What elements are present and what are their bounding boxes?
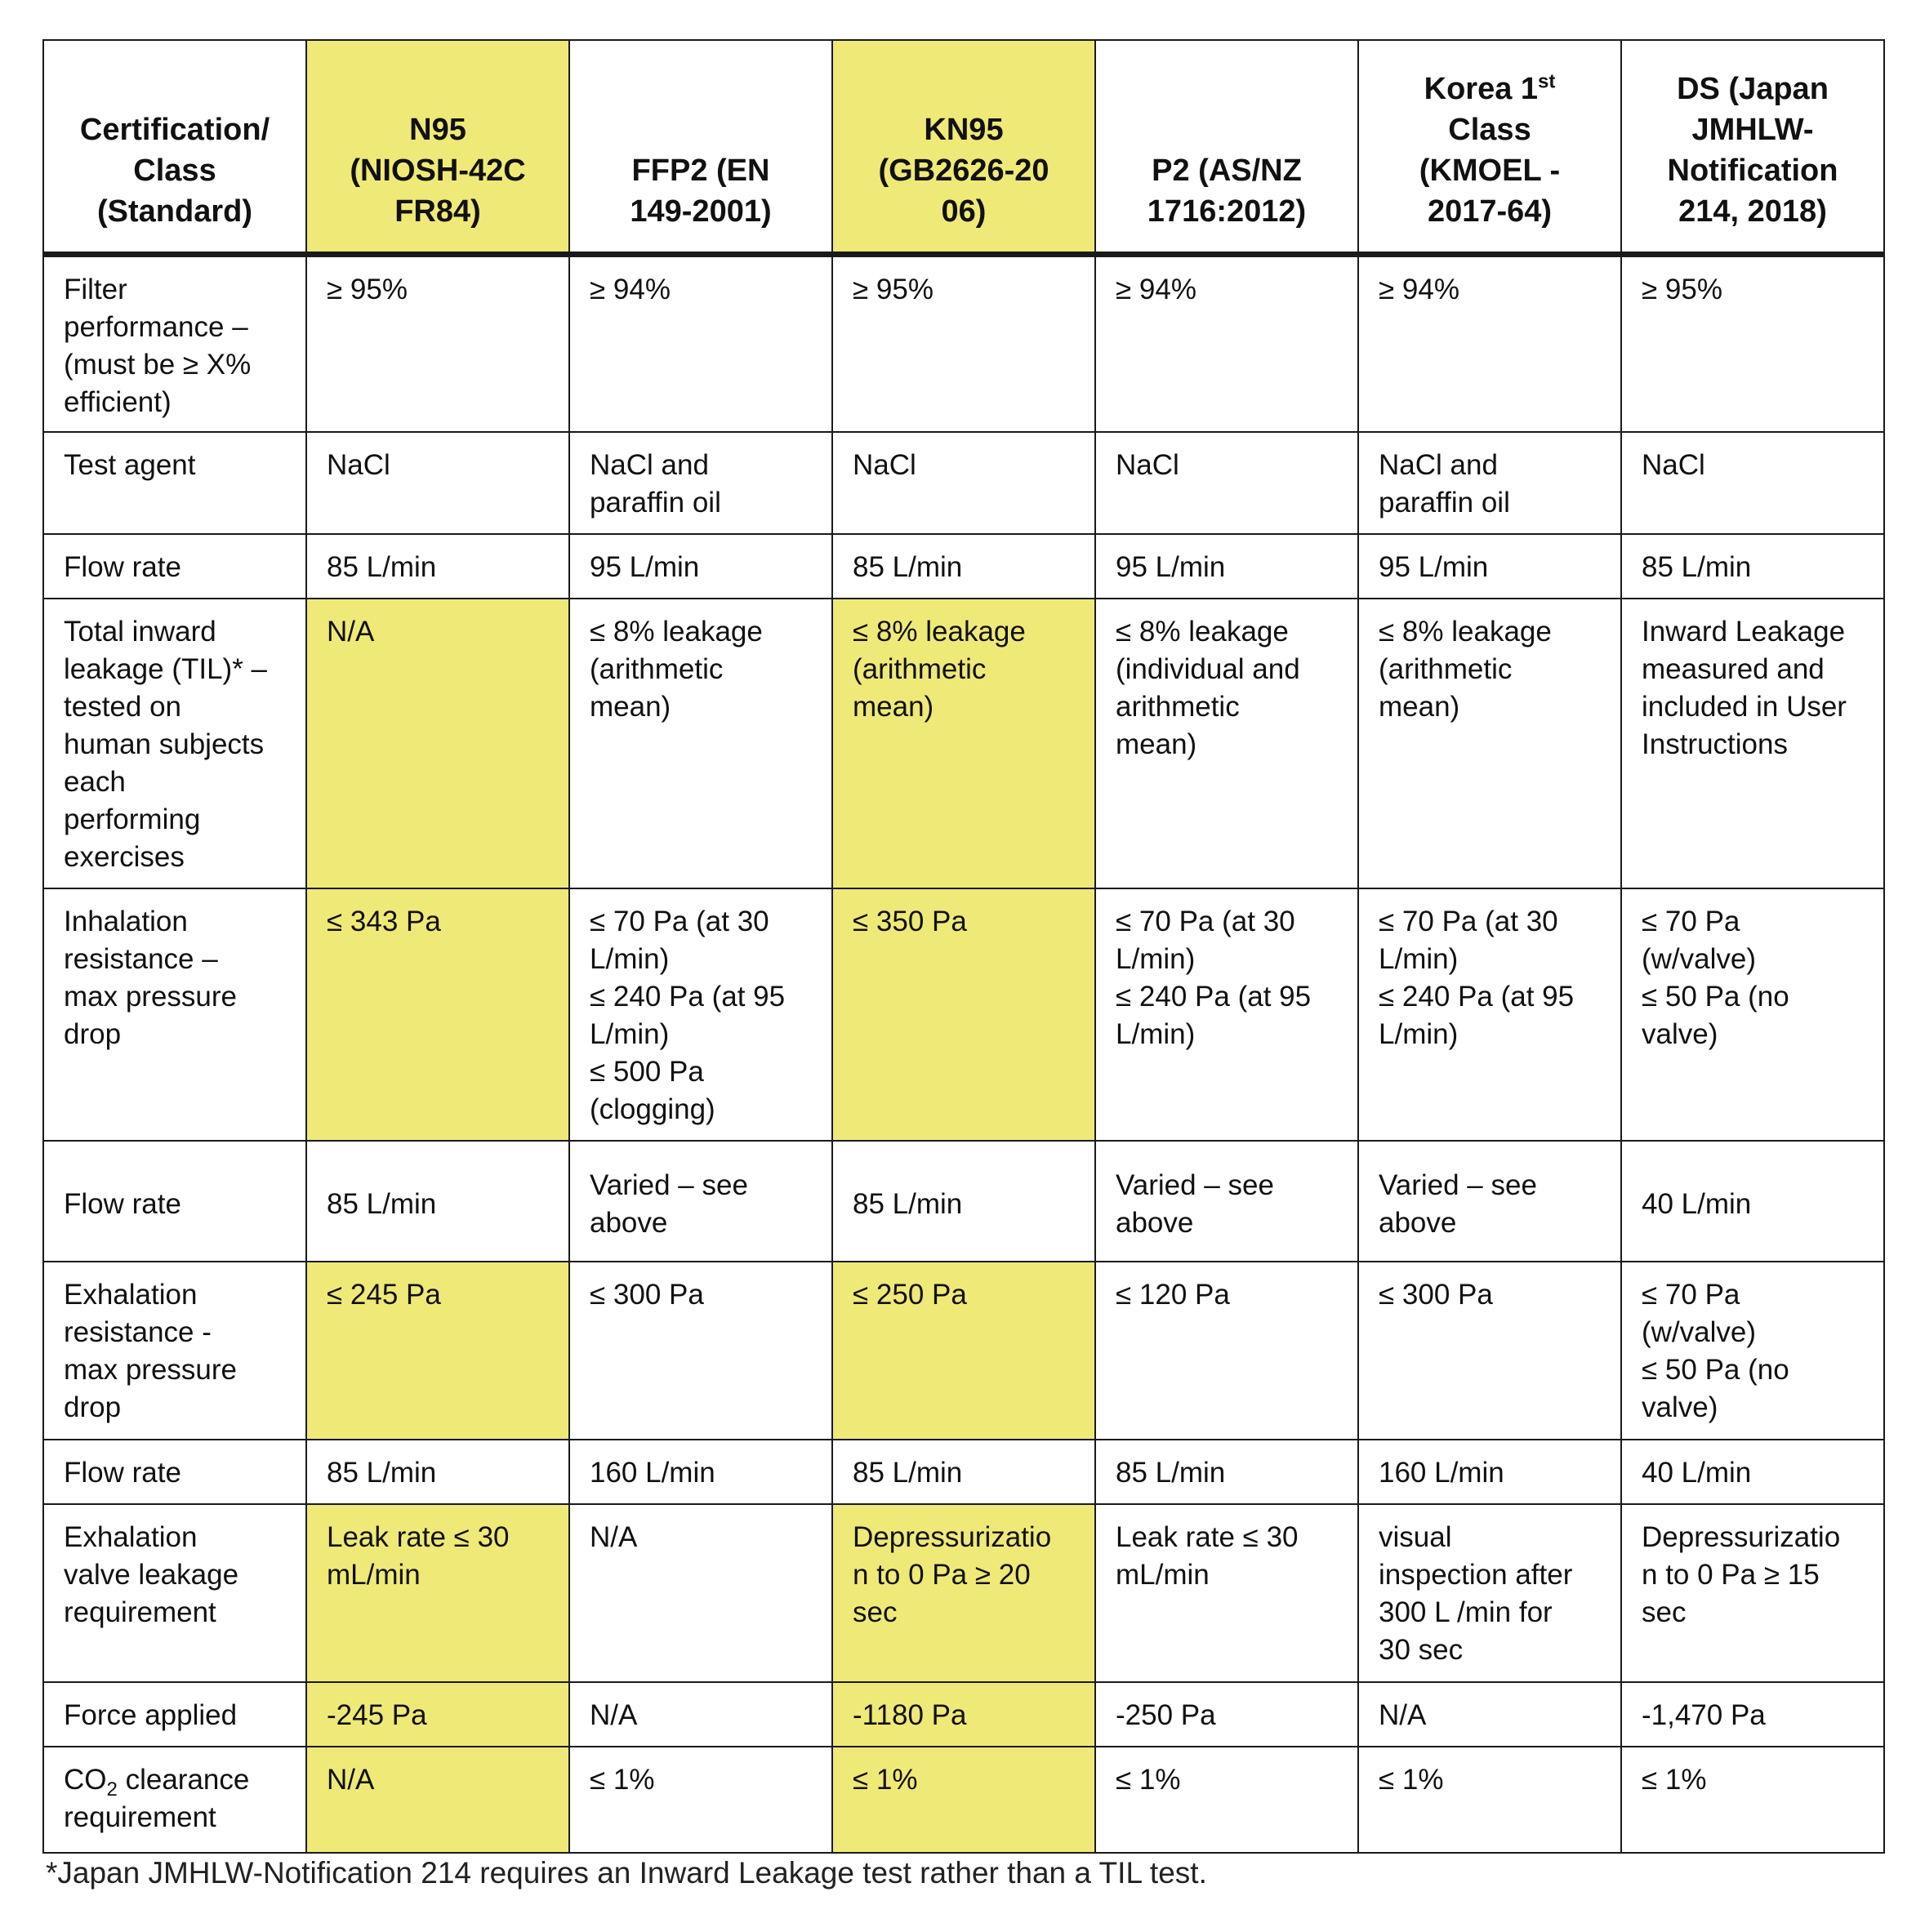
- cell-ffp2: ≤ 1%: [569, 1747, 832, 1853]
- cell-kn95: 85 L/min: [832, 534, 1095, 599]
- row-label-co2-clearance: [43, 1747, 306, 1853]
- header-korea-text-rest: Class (KMOEL - 2017-64): [1419, 112, 1561, 229]
- cell-p2: -250 Pa: [1095, 1682, 1358, 1747]
- footnote: *Japan JMHLW-Notification 214 requires an Inward Leakage test rather than a TIL test.: [46, 1856, 1207, 1890]
- table-row: [43, 254, 1884, 432]
- cell-korea: ≤ 1%: [1358, 1747, 1621, 1853]
- cell-ffp2: 95 L/min: [569, 534, 832, 599]
- row-label-total-inward-leakage: Total inward leakage (TIL)* – tested on human subjects each performing exercises: [43, 599, 306, 888]
- row-label-exhalation-resistance: Exhalation resistance - max pressure drop: [43, 1262, 306, 1440]
- header-ds-japan: DS (Japan JMHLW- Notification 214, 2018): [1621, 40, 1884, 254]
- row-label-test-agent: Test agent: [43, 432, 306, 534]
- table-row: [43, 599, 1884, 888]
- cell-n95: Leak rate ≤ 30 mL/min: [306, 1504, 569, 1682]
- cell-ds: NaCl: [1621, 432, 1884, 534]
- cell-ffp2: ≤ 70 Pa (at 30 L/min) ≤ 240 Pa (at 95 L/min) ≤ 500 Pa (clogging): [569, 888, 832, 1141]
- cell-korea: visual inspection after 300 L /min for 30 sec: [1358, 1504, 1621, 1682]
- cell-n95: ≤ 245 Pa: [306, 1262, 569, 1440]
- cell-p2: ≥ 94%: [1095, 254, 1358, 432]
- cell-ffp2: NaCl and paraffin oil: [569, 432, 832, 534]
- table-row: [43, 1262, 1884, 1440]
- cell-ffp2: ≤ 300 Pa: [569, 1262, 832, 1440]
- cell-ds: 40 L/min: [1621, 1141, 1884, 1262]
- cell-ds: ≤ 70 Pa (w/valve) ≤ 50 Pa (no valve): [1621, 888, 1884, 1141]
- cell-n95: ≥ 95%: [306, 254, 569, 432]
- cell-ffp2: ≤ 8% leakage (arithmetic mean): [569, 599, 832, 888]
- cell-n95: 85 L/min: [306, 1440, 569, 1504]
- cell-kn95: -1180 Pa: [832, 1682, 1095, 1747]
- cell-kn95: NaCl: [832, 432, 1095, 534]
- cell-p2: ≤ 70 Pa (at 30 L/min) ≤ 240 Pa (at 95 L/min): [1095, 888, 1358, 1141]
- table-row: [43, 1682, 1884, 1747]
- table-row: [43, 1141, 1884, 1262]
- cell-korea: ≥ 94%: [1358, 254, 1621, 432]
- cell-ffp2: ≥ 94%: [569, 254, 832, 432]
- cell-ds: Inward Leakage measured and included in User Instructions: [1621, 599, 1884, 888]
- cell-p2: Varied – see above: [1095, 1141, 1358, 1262]
- cell-p2: Leak rate ≤ 30 mL/min: [1095, 1504, 1358, 1682]
- cell-p2: NaCl: [1095, 432, 1358, 534]
- cell-p2: 85 L/min: [1095, 1440, 1358, 1504]
- row-label-flow-rate: Flow rate: [43, 1440, 306, 1504]
- co2-subscript: 2: [106, 1778, 118, 1801]
- cell-n95: 85 L/min: [306, 534, 569, 599]
- header-korea-1st-class: [1358, 40, 1621, 254]
- table-row: [43, 1504, 1884, 1682]
- cell-ds: Depressurizatio n to 0 Pa ≥ 15 sec: [1621, 1504, 1884, 1682]
- header-kn95: KN95 (GB2626-20 06): [832, 40, 1095, 254]
- cell-kn95: ≤ 8% leakage (arithmetic mean): [832, 599, 1095, 888]
- cell-kn95: ≤ 250 Pa: [832, 1262, 1095, 1440]
- cell-n95: N/A: [306, 599, 569, 888]
- cell-korea: N/A: [1358, 1682, 1621, 1747]
- header-ffp2: FFP2 (EN 149-2001): [569, 40, 832, 254]
- cell-kn95: 85 L/min: [832, 1440, 1095, 1504]
- row-label-force-applied: Force applied: [43, 1682, 306, 1747]
- cell-korea: Varied – see above: [1358, 1141, 1621, 1262]
- table-row: [43, 534, 1884, 599]
- header-n95: N95 (NIOSH-42C FR84): [306, 40, 569, 254]
- cell-n95: -245 Pa: [306, 1682, 569, 1747]
- cell-ds: -1,470 Pa: [1621, 1682, 1884, 1747]
- cell-korea: ≤ 70 Pa (at 30 L/min) ≤ 240 Pa (at 95 L/min): [1358, 888, 1621, 1141]
- cell-p2: ≤ 1%: [1095, 1747, 1358, 1853]
- cell-p2: 95 L/min: [1095, 534, 1358, 599]
- cell-kn95: ≥ 95%: [832, 254, 1095, 432]
- row-label-flow-rate: Flow rate: [43, 534, 306, 599]
- cell-ffp2: 160 L/min: [569, 1440, 832, 1504]
- cell-ffp2: N/A: [569, 1504, 832, 1682]
- cell-n95: N/A: [306, 1747, 569, 1853]
- cell-ds: ≤ 1%: [1621, 1747, 1884, 1853]
- row-label-inhalation-resistance: Inhalation resistance – max pressure drop: [43, 888, 306, 1141]
- cell-ds: ≥ 95%: [1621, 254, 1884, 432]
- cell-ds: 85 L/min: [1621, 534, 1884, 599]
- comparison-table-container: [42, 39, 1883, 1854]
- cell-korea: NaCl and paraffin oil: [1358, 432, 1621, 534]
- header-korea-sup: st: [1538, 69, 1556, 92]
- cell-korea: 95 L/min: [1358, 534, 1621, 599]
- table-row: [43, 1747, 1884, 1853]
- co2-label-text: CO: [64, 1764, 107, 1796]
- cell-kn95: ≤ 350 Pa: [832, 888, 1095, 1141]
- cell-korea: 160 L/min: [1358, 1440, 1621, 1504]
- cell-kn95: 85 L/min: [832, 1141, 1095, 1262]
- cell-n95: ≤ 343 Pa: [306, 888, 569, 1141]
- table-row: [43, 1440, 1884, 1504]
- cell-p2: ≤ 8% leakage (individual and arithmetic mean): [1095, 599, 1358, 888]
- row-label-exhalation-valve-leakage: Exhalation valve leakage requirement: [43, 1504, 306, 1682]
- cell-korea: ≤ 8% leakage (arithmetic mean): [1358, 599, 1621, 888]
- header-korea-text: Korea 1: [1424, 71, 1539, 106]
- cell-ffp2: Varied – see above: [569, 1141, 832, 1262]
- header-certification-class: Certification/ Class (Standard): [43, 40, 306, 254]
- cell-ds: ≤ 70 Pa (w/valve) ≤ 50 Pa (no valve): [1621, 1262, 1884, 1440]
- cell-korea: ≤ 300 Pa: [1358, 1262, 1621, 1440]
- cell-kn95: ≤ 1%: [832, 1747, 1095, 1853]
- table-row: [43, 888, 1884, 1141]
- header-row: [43, 40, 1884, 254]
- cell-n95: NaCl: [306, 432, 569, 534]
- header-p2: P2 (AS/NZ 1716:2012): [1095, 40, 1358, 254]
- cell-p2: ≤ 120 Pa: [1095, 1262, 1358, 1440]
- cell-n95: 85 L/min: [306, 1141, 569, 1262]
- row-label-filter-performance: Filter performance – (must be ≥ X% efficient): [43, 254, 306, 432]
- cell-ds: 40 L/min: [1621, 1440, 1884, 1504]
- row-label-flow-rate: Flow rate: [43, 1141, 306, 1262]
- cell-ffp2: N/A: [569, 1682, 832, 1747]
- table-row: [43, 432, 1884, 534]
- co2-label-rest: clearance requirement: [64, 1764, 250, 1833]
- respirator-standards-table: [42, 39, 1885, 1854]
- cell-kn95: Depressurizatio n to 0 Pa ≥ 20 sec: [832, 1504, 1095, 1682]
